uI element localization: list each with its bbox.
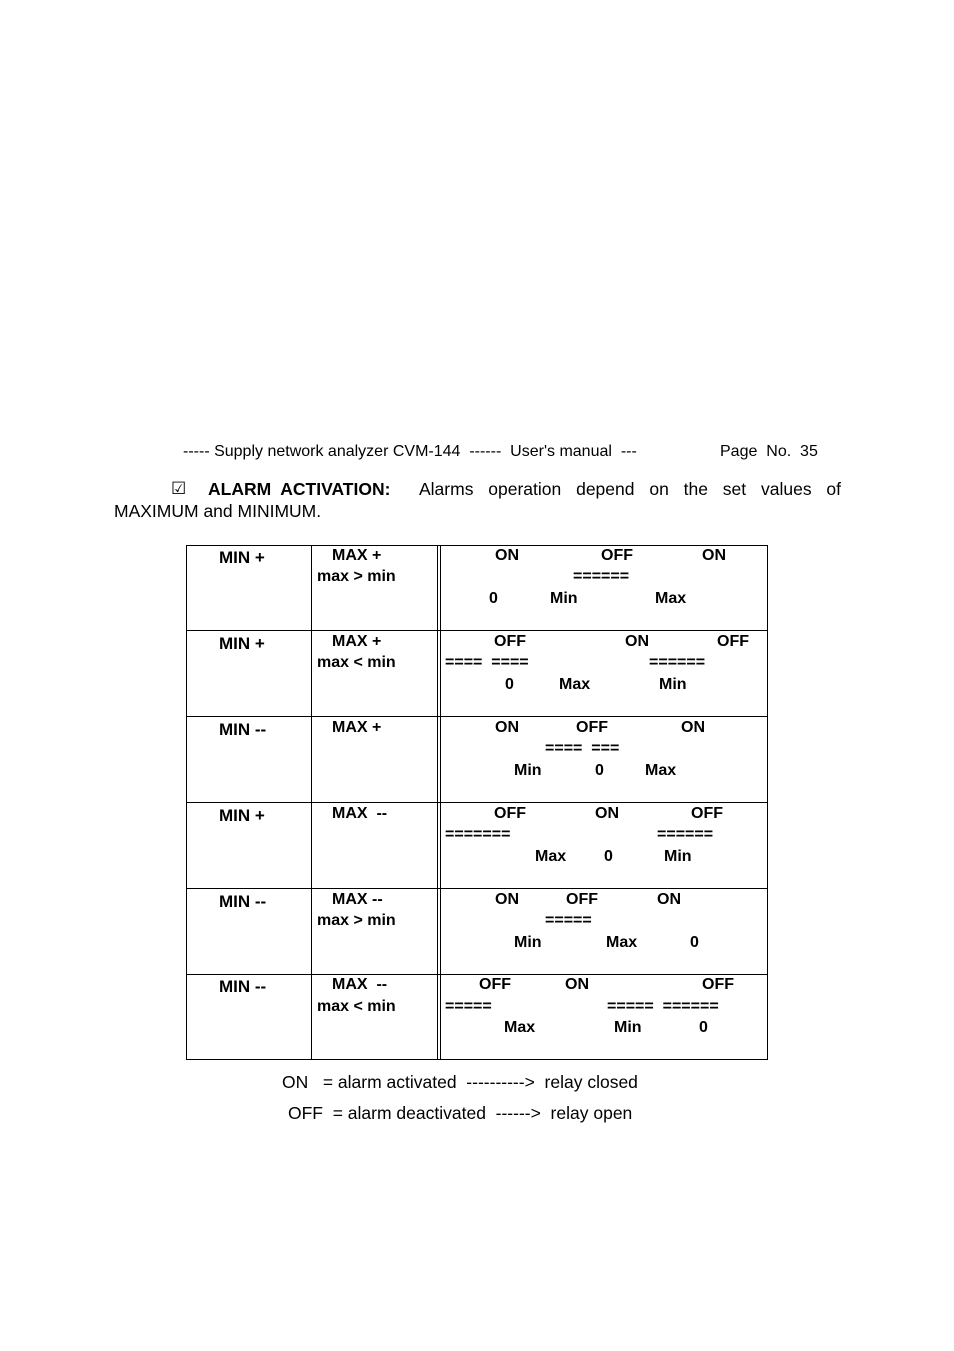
intro-text-line1: Alarms operation depend on the set values of (419, 479, 841, 499)
row6-state-3: OFF (702, 976, 734, 993)
row5-state-2: OFF (566, 891, 598, 908)
row2-state-1: OFF (494, 633, 526, 650)
row6-state-2: ON (565, 976, 589, 993)
row6-bar-1: ===== (445, 998, 492, 1015)
intro-text-line2: MAXIMUM and MINIMUM. (114, 501, 322, 521)
page-number: Page No. 35 (720, 443, 818, 460)
row1-condition: max > min (317, 568, 396, 585)
row2-bar-2: ====== (649, 654, 706, 671)
row5-scale-2: Max (606, 934, 638, 951)
row6-bar-2: ===== ====== (607, 998, 719, 1015)
row2-state-2: ON (625, 633, 649, 650)
row4-scale-3: Min (664, 848, 692, 865)
row-divider (186, 974, 768, 975)
row1-state-2: OFF (601, 547, 633, 564)
row1-bar-1: ====== (573, 568, 630, 585)
row6-scale-3: 0 (699, 1019, 708, 1036)
legend-on: ON = alarm activated ----------> relay closed (282, 1072, 638, 1092)
row3-bar-1: ==== === (545, 740, 620, 757)
running-header: ----- Supply network analyzer CVM-144 ------ User's manual --- (183, 443, 637, 460)
row4-state-3: OFF (691, 805, 723, 822)
row4-bar-1: ======= (445, 826, 511, 843)
row3-state-2: OFF (576, 719, 608, 736)
table-border-bottom (186, 1059, 768, 1060)
row5-min: MIN -- (219, 892, 267, 911)
row-divider (186, 716, 768, 717)
row4-bar-2: ====== (657, 826, 714, 843)
row4-max: MAX -- (332, 805, 388, 822)
row4-scale-1: Max (535, 848, 567, 865)
row2-max: MAX + (332, 633, 382, 650)
row-divider (186, 888, 768, 889)
row2-scale-2: Max (559, 676, 591, 693)
row2-min: MIN + (219, 634, 265, 653)
row5-state-3: ON (657, 891, 681, 908)
section-title: ALARM ACTIVATION: (208, 479, 391, 499)
row5-bar-1: ===== (545, 912, 592, 929)
row1-scale-2: Min (550, 590, 578, 607)
row5-condition: max > min (317, 912, 396, 929)
row5-scale-1: Min (514, 934, 542, 951)
row6-scale-1: Max (504, 1019, 536, 1036)
row1-max: MAX + (332, 547, 382, 564)
row2-condition: max < min (317, 654, 396, 671)
row3-min: MIN -- (219, 720, 267, 739)
row5-state-1: ON (495, 891, 519, 908)
table-border-top (186, 545, 768, 546)
row2-scale-3: Min (659, 676, 687, 693)
row4-scale-2: 0 (604, 848, 613, 865)
row2-bar-1: ==== ==== (445, 654, 529, 671)
row3-scale-3: Max (645, 762, 677, 779)
row4-min: MIN + (219, 806, 265, 825)
row3-state-3: ON (681, 719, 705, 736)
checkbox-icon: ☑ (171, 479, 187, 498)
row3-scale-2: 0 (595, 762, 604, 779)
row2-scale-1: 0 (505, 676, 514, 693)
row6-condition: max < min (317, 998, 396, 1015)
row6-state-1: OFF (479, 976, 511, 993)
legend-off: OFF = alarm deactivated ------> relay open (288, 1103, 633, 1123)
row-divider (186, 802, 768, 803)
row1-scale-3: Max (655, 590, 687, 607)
row6-min: MIN -- (219, 977, 267, 996)
row1-scale-1: 0 (489, 590, 498, 607)
row3-state-1: ON (495, 719, 519, 736)
row3-max: MAX + (332, 719, 382, 736)
row4-state-2: ON (595, 805, 619, 822)
row1-min: MIN + (219, 548, 265, 567)
row-divider (186, 630, 768, 631)
row1-state-3: ON (702, 547, 726, 564)
row2-state-3: OFF (717, 633, 749, 650)
row5-max: MAX -- (332, 891, 383, 908)
row1-state-1: ON (495, 547, 519, 564)
row5-scale-3: 0 (690, 934, 699, 951)
row4-state-1: OFF (494, 805, 526, 822)
row6-max: MAX -- (332, 976, 388, 993)
alarm-activation-table (186, 545, 768, 1060)
row3-scale-1: Min (514, 762, 542, 779)
row6-scale-2: Min (614, 1019, 642, 1036)
